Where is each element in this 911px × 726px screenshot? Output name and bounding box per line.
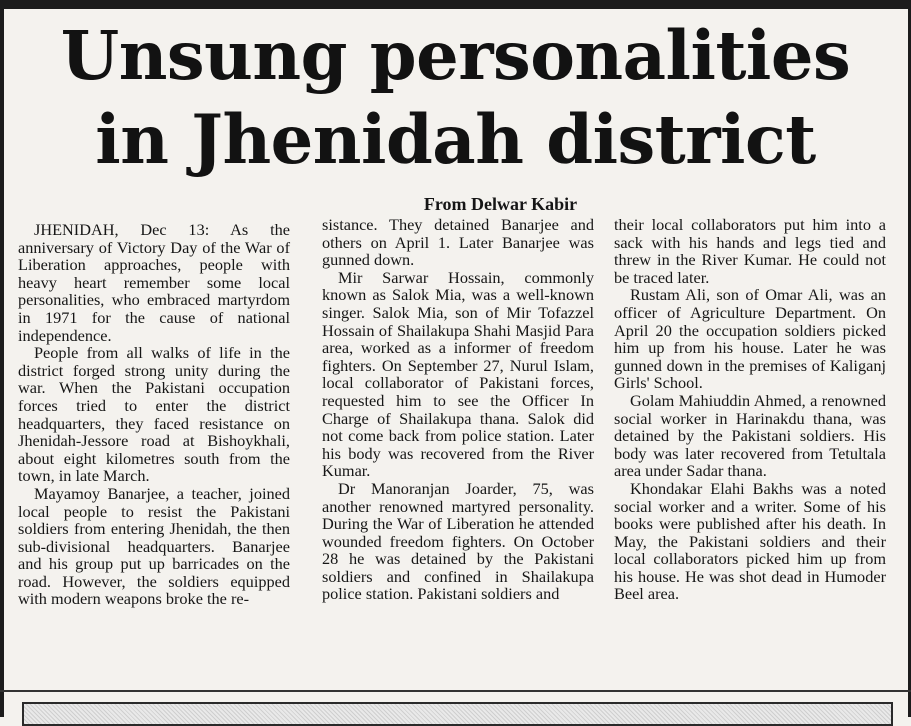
article-column-3 bbox=[614, 216, 886, 603]
adjacent-article-box bbox=[22, 702, 893, 726]
article-column-1 bbox=[18, 221, 290, 608]
paragraph: Mayamoy Banarjee, a teacher, joined local people to resist the Pakistani soldiers from entering Jhenidah, the then sub-divisional headquarters. Banarjee and his group put up barricades on the road. However, the soldiers equipped with modern weapons broke the re- bbox=[18, 483, 290, 609]
paragraph: Dr Manoranjan Joarder, 75, was another renowned martyred personality. During the War of Liberation he attended wounded freedom fighters. On October 28 he was detained by the Pakistani soldiers and confined in Shailakupa police station. Pakistani soldiers and bbox=[322, 478, 594, 604]
paragraph: sistance. They detained Banarjee and others on April 1. Later Banarjee was gunned down. bbox=[322, 215, 594, 270]
headline-line-1: Unsung personalities bbox=[60, 16, 851, 95]
paragraph: Rustam Ali, son of Omar Ali, was an officer of Agriculture Department. On April 20 the occupation soldiers picked him up from his house. Later he was gunned down in the premises of Kaliganj Girls' School. bbox=[614, 285, 886, 393]
paragraph: People from all walks of life in the district forged strong unity during the war. When the Pakistani occupation forces tried to enter the district headquarters, they faced resistance on Jhenidah-Jessore road at Bishoykhali, about eight kilometres south from the town, in late March. bbox=[18, 343, 290, 486]
paragraph: Golam Mahiuddin Ahmed, a renowned social worker in Harinakdu thana, was detained by the Pakistani soldiers. His body was later recovered from Tetultala area under Sadar thana. bbox=[614, 390, 886, 481]
paragraph: their local collaborators put him into a sack with his hands and legs tied and threw in the River Kumar. He could not be traced later. bbox=[614, 215, 886, 287]
article-column-2 bbox=[322, 216, 594, 603]
top-border-rule bbox=[0, 0, 911, 9]
paragraph: Khondakar Elahi Bakhs was a noted social worker and a writer. Some of his books were published after his death. In May, the Pakistani soldiers and their local collaborators picked him up from his house. He was shot dead in Humoder Beel area. bbox=[614, 478, 886, 604]
headline-line-2: in Jhenidah district bbox=[95, 100, 816, 179]
paragraph: Mir Sarwar Hossain, commonly known as Salok Mia, was a well-known singer. Salok Mia, son of Mir Tofazzel Hossain of Shailakupa Shahi Masjid Para area, worked as a informer of freedom fighters. On September 27, Nurul Islam, local collaborator of Pakistani forces, requested him to see the Officer In Charge of Shailakupa thana. Salok did not come back from police station. Later his body was recovered from the River Kumar. bbox=[322, 267, 594, 481]
paragraph: JHENIDAH, Dec 13: As the anniversary of Victory Day of the War of Liberation approaches, people with heavy heart remember some local personalities, who embraced martyrdom in 1971 for the cause of national independence. bbox=[18, 220, 290, 345]
bottom-divider bbox=[0, 690, 911, 692]
byline: From Delwar Kabir bbox=[423, 194, 578, 214]
